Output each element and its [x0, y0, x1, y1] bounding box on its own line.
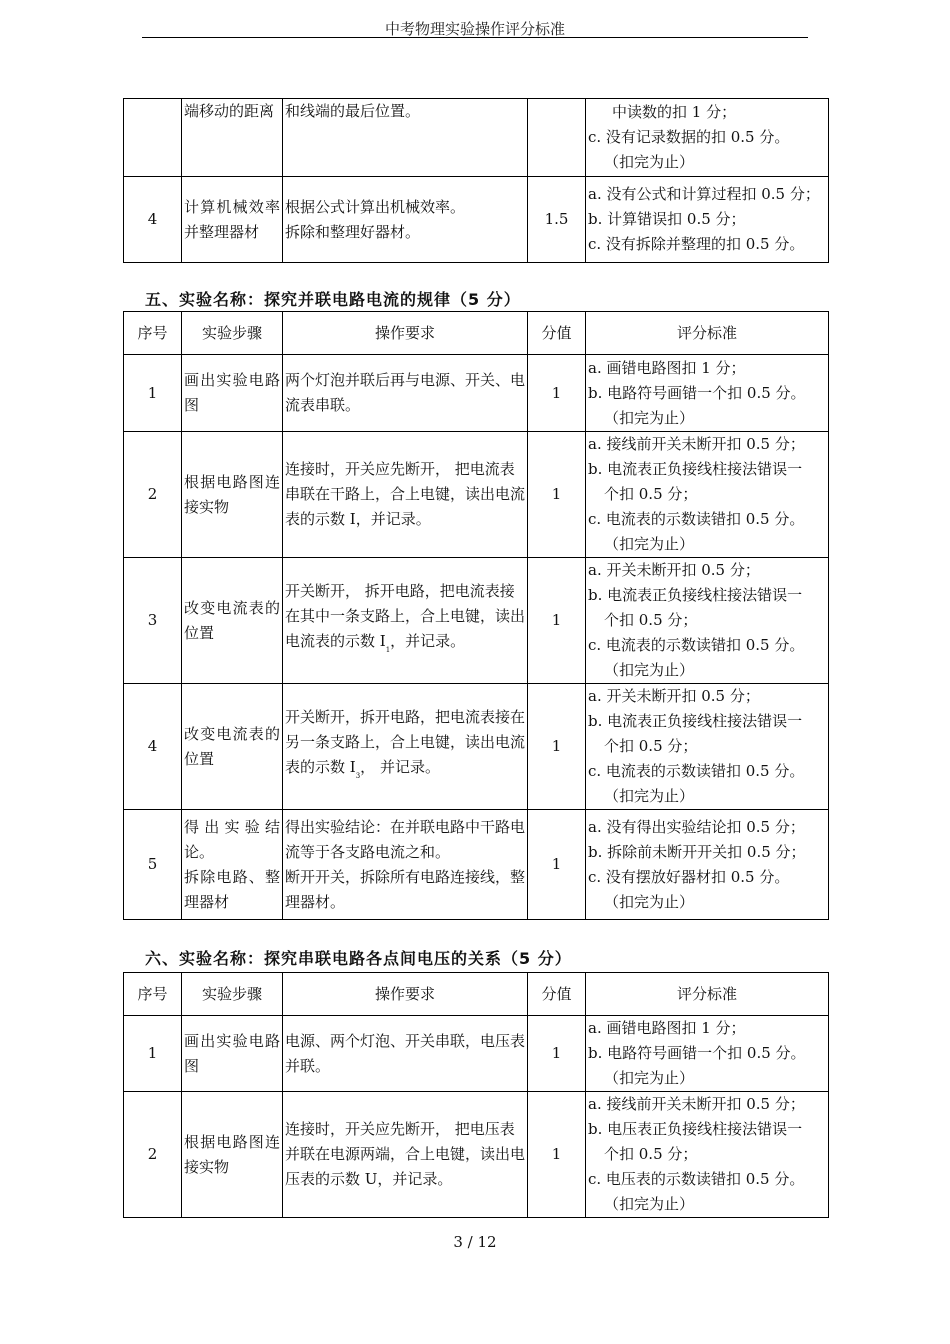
criteria-line: c. 电流表的示数读错扣 0.5 分。 [588, 636, 805, 654]
step-cell: 画出实验电路图 [182, 355, 283, 432]
requirement-cell: 两个灯泡并联后再与电源、开关、电流表串联。 [283, 355, 528, 432]
table-header-row [124, 312, 829, 355]
requirement-cell [283, 684, 528, 810]
criteria-cell [586, 1092, 829, 1218]
column-header: 序号 [124, 973, 182, 1016]
criteria-line: 个扣 0.5 分； [604, 485, 698, 503]
row-number: 1 [124, 1016, 182, 1092]
score-cell: 1.5 [528, 177, 586, 263]
criteria-line: b. 拆除前未断开开关扣 0.5 分； [588, 842, 806, 861]
requirement-text: 开关断开， 拆开电路，把电流表接在其中一条支路上，合上电键，读出电流表的示数 I [285, 581, 526, 650]
score-cell: 1 [528, 684, 586, 810]
criteria-cell [586, 177, 829, 263]
score-cell: 1 [528, 558, 586, 684]
criteria-cell [586, 684, 829, 810]
table-row [124, 177, 829, 263]
requirement-cell: 和线端的最后位置。 [283, 99, 528, 177]
requirement-text-end: ， 并记录。 [360, 757, 440, 776]
column-header: 序号 [124, 312, 182, 355]
step-cell: 计算机械效率并整理器材 [182, 177, 283, 263]
score-cell: 1 [528, 432, 586, 558]
criteria-line: b. 电流表正负接线柱接法错误一 [588, 586, 803, 604]
criteria-line: b. 电流表正负接线柱接法错误一 [588, 460, 803, 478]
criteria-line: （扣完为止） [604, 787, 695, 805]
criteria-line: a. 接线前开关未断开扣 0.5 分； [588, 435, 805, 453]
step-cell: 改变电流表的位置 [182, 684, 283, 810]
column-header: 操作要求 [283, 312, 528, 355]
section-6-title: 六、实验名称：探究串联电路各点间电压的关系（5 分） [145, 949, 572, 968]
criteria-line: （扣完为止） [604, 535, 695, 553]
score-cell: 1 [528, 355, 586, 432]
score-cell: 1 [528, 1092, 586, 1218]
section-5-table [123, 311, 829, 920]
criteria-line: a. 开关未断开扣 0.5 分； [588, 561, 760, 579]
section-6-table [123, 972, 829, 1218]
step-cell: 得出实验结论。 拆除电路、整理器材 [182, 810, 283, 920]
requirement-cell: 得出实验结论：在并联电路中干路电流等于各支路电流之和。 断开开关，拆除所有电路连接线，整理器材。 [283, 810, 528, 920]
row-number: 3 [124, 558, 182, 684]
step-cell: 根据电路图连接实物 [182, 432, 283, 558]
subscript: 3 [355, 771, 361, 780]
table-row [124, 684, 829, 810]
column-header: 评分标准 [586, 312, 829, 355]
criteria-cell [586, 810, 829, 920]
requirement-text: 开关断开，拆开电路，把电流表接在另一条支路上，合上电键，读出电流表的示数 I [285, 707, 526, 776]
criteria-line: （扣完为止） [604, 408, 695, 427]
criteria-line: （扣完为止） [604, 892, 695, 911]
requirement-cell: 电源、两个灯泡、开关串联，电压表并联。 [283, 1016, 528, 1092]
step-cell: 端移动的距离 [182, 99, 283, 177]
row-number: 2 [124, 1092, 182, 1218]
table-row [124, 99, 829, 177]
row-number: 1 [124, 355, 182, 432]
criteria-line: c. 电流表的示数读错扣 0.5 分。 [588, 762, 805, 780]
criteria-cell [586, 1016, 829, 1092]
table-row [124, 355, 829, 432]
column-header: 实验步骤 [182, 312, 283, 355]
criteria-line: （扣完为止） [604, 1069, 695, 1087]
row-number: 4 [124, 177, 182, 263]
column-header: 分值 [528, 312, 586, 355]
criteria-cell [586, 355, 829, 432]
step-cell: 改变电流表的位置 [182, 558, 283, 684]
criteria-line: a. 没有公式和计算过程扣 0.5 分； [588, 185, 820, 203]
criteria-cell [586, 432, 829, 558]
row-number [124, 99, 182, 177]
criteria-line: 个扣 0.5 分； [604, 737, 698, 755]
criteria-line: c. 没有记录数据的扣 0.5 分。 [588, 128, 790, 146]
criteria-line: 个扣 0.5 分； [604, 611, 698, 629]
continued-table [123, 98, 829, 263]
column-header: 分值 [528, 973, 586, 1016]
score-cell: 1 [528, 810, 586, 920]
table-row [124, 432, 829, 558]
criteria-line: a. 画错电路图扣 1 分； [588, 1019, 746, 1037]
table-header-row [124, 973, 829, 1016]
column-header: 实验步骤 [182, 973, 283, 1016]
score-cell: 1 [528, 1016, 586, 1092]
header-divider [142, 37, 808, 38]
row-number: 2 [124, 432, 182, 558]
criteria-line: b. 电路符号画错一个扣 0.5 分。 [588, 383, 806, 402]
step-cell: 画出实验电路图 [182, 1016, 283, 1092]
table-row [124, 1092, 829, 1218]
criteria-cell [586, 558, 829, 684]
criteria-line: （扣完为止） [604, 153, 695, 171]
subscript: 1 [385, 645, 391, 654]
criteria-line: a. 画错电路图扣 1 分； [588, 358, 746, 377]
step-cell: 根据电路图连接实物 [182, 1092, 283, 1218]
criteria-line: b. 计算错误扣 0.5 分； [588, 210, 746, 228]
table-row [124, 1016, 829, 1092]
criteria-line: b. 电路符号画错一个扣 0.5 分。 [588, 1044, 806, 1062]
row-number: 5 [124, 810, 182, 920]
column-header: 评分标准 [586, 973, 829, 1016]
table-row [124, 810, 829, 920]
criteria-line: b. 电压表正负接线柱接法错误一 [588, 1120, 803, 1138]
criteria-line: c. 没有摆放好器材扣 0.5 分。 [588, 867, 790, 886]
page-header-title: 中考物理实验操作评分标准 [384, 20, 565, 38]
column-header: 操作要求 [283, 973, 528, 1016]
requirement-cell: 连接时，开关应先断开， 把电压表并联在电源两端，合上电键，读出电压表的示数 U，并记录。 [283, 1092, 528, 1218]
criteria-line: 个扣 0.5 分； [604, 1145, 698, 1163]
row-number: 4 [124, 684, 182, 810]
criteria-line: c. 没有拆除并整理的扣 0.5 分。 [588, 235, 805, 253]
section-5-title: 五、实验名称：探究并联电路电流的规律（5 分） [145, 290, 521, 309]
criteria-line: a. 没有得出实验结论扣 0.5 分； [588, 817, 805, 836]
requirement-cell [283, 558, 528, 684]
criteria-line: a. 接线前开关未断开扣 0.5 分； [588, 1095, 805, 1113]
requirement-text-end: ，并记录。 [390, 631, 466, 650]
criteria-line: c. 电压表的示数读错扣 0.5 分。 [588, 1170, 805, 1188]
criteria-line: （扣完为止） [604, 1195, 695, 1213]
criteria-line: b. 电流表正负接线柱接法错误一 [588, 712, 803, 730]
criteria-line: （扣完为止） [604, 661, 695, 679]
criteria-line: a. 开关未断开扣 0.5 分； [588, 687, 760, 705]
requirement-cell: 连接时，开关应先断开， 把电流表串联在干路上，合上电键，读出电流表的示数 I，并记录。 [283, 432, 528, 558]
criteria-line: 中读数的扣 1 分； [612, 103, 737, 121]
requirement-cell: 根据公式计算出机械效率。 拆除和整理好器材。 [283, 177, 528, 263]
score-cell [528, 99, 586, 177]
criteria-cell [586, 99, 829, 177]
criteria-line: c. 电流表的示数读错扣 0.5 分。 [588, 510, 805, 528]
page-number: 3 / 12 [453, 1233, 497, 1251]
table-row [124, 558, 829, 684]
